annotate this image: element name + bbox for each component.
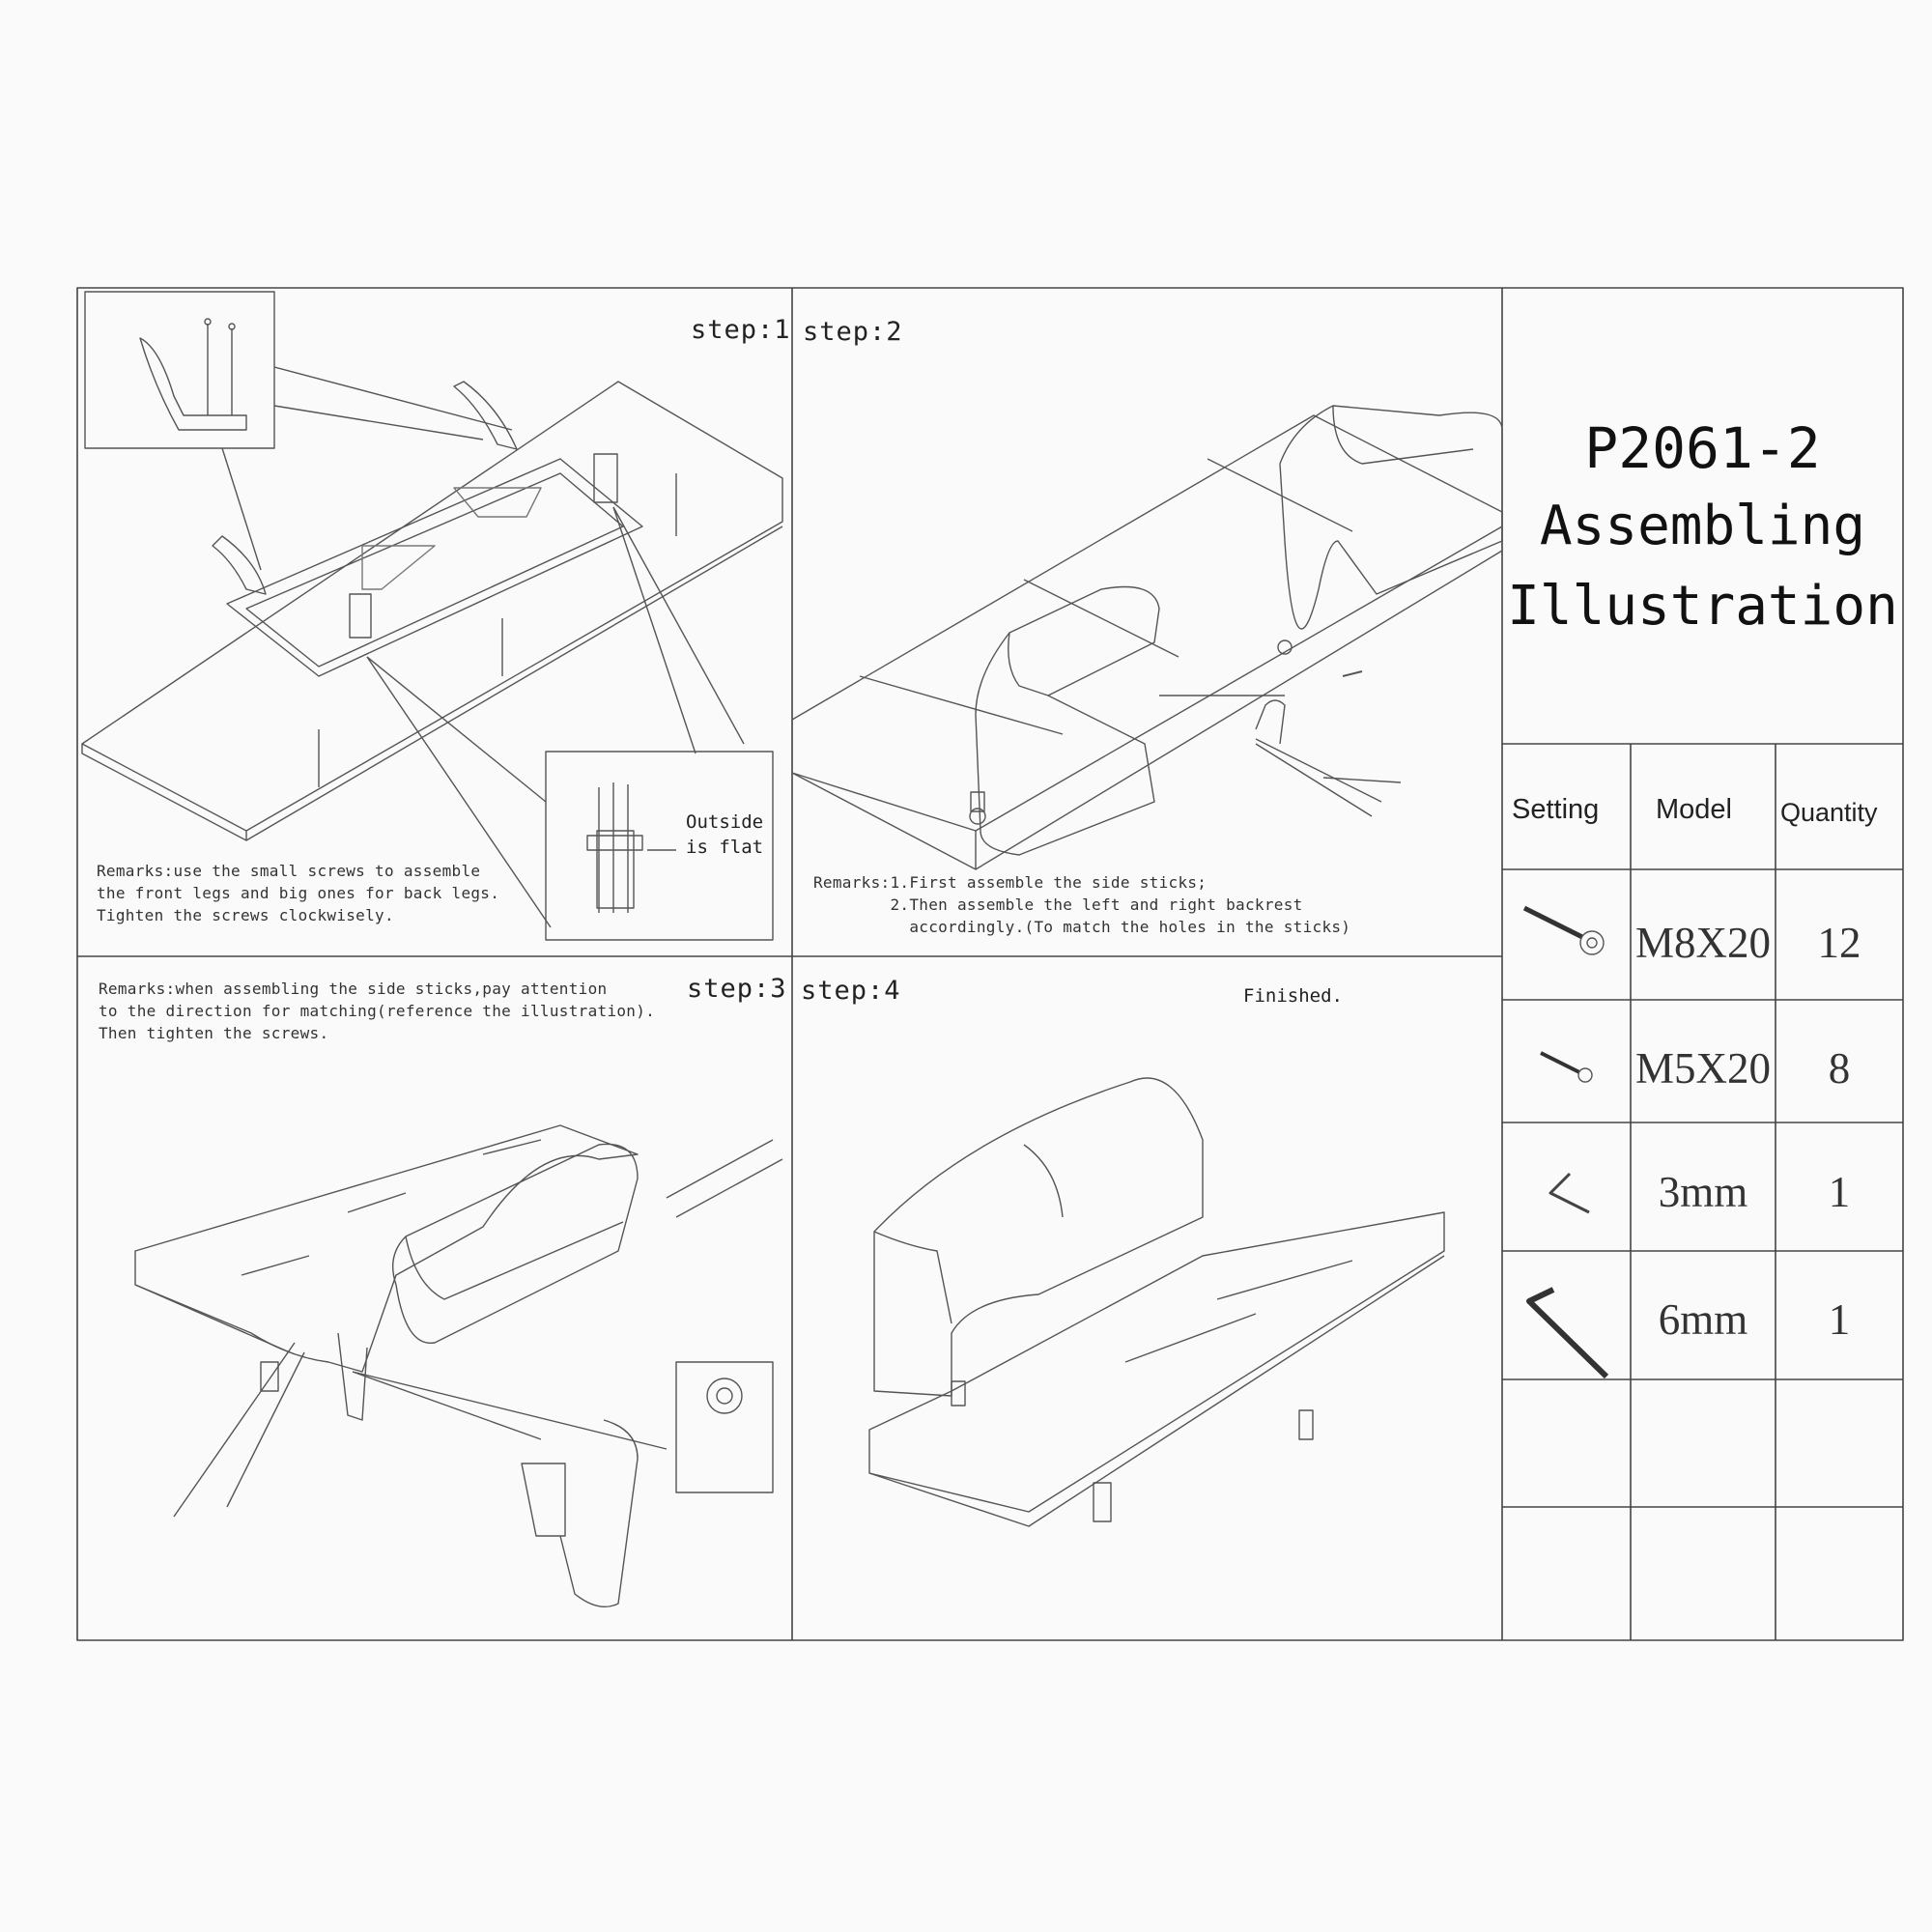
large-allen-key-icon xyxy=(1529,1290,1606,1377)
step1-detail-note: Outside is flat xyxy=(686,811,764,858)
step3-remarks: Remarks:when assembling the side sticks,pay attention to the direction for matching(reference the illustration). Then tighten the screws. xyxy=(99,980,656,1042)
step2-illustration xyxy=(792,406,1502,869)
step3-label: step:3 xyxy=(687,974,787,1004)
step2-label: step:2 xyxy=(803,317,903,347)
header-model: Model xyxy=(1656,794,1732,825)
step1-remarks: Remarks:use the small screws to assemble the front legs and big ones for back legs. Tighten the screws clockwisely. xyxy=(97,862,500,924)
part-quantity: 8 xyxy=(1828,1044,1851,1093)
part-model: M5X20 xyxy=(1634,1044,1771,1093)
title-line-2: Illustration xyxy=(1507,575,1898,638)
part-quantity: 12 xyxy=(1817,919,1861,967)
step4-note: Finished. xyxy=(1243,985,1343,1007)
large-screw-icon xyxy=(1524,908,1604,954)
step4-illustration xyxy=(869,1078,1444,1526)
step1-label: step:1 xyxy=(691,315,791,345)
header-setting: Setting xyxy=(1512,794,1600,825)
step1-illustration xyxy=(82,292,782,940)
step3-illustration xyxy=(135,1125,782,1606)
header-quantity: Quantity xyxy=(1780,798,1878,827)
part-model: 3mm xyxy=(1658,1168,1748,1216)
part-model: 6mm xyxy=(1658,1295,1748,1344)
small-allen-key-icon xyxy=(1550,1174,1589,1212)
model-code: P2061-2 xyxy=(1584,415,1821,481)
title-line-1: Assembling xyxy=(1539,495,1866,557)
sheet-grid xyxy=(77,288,1903,1640)
step4-label: step:4 xyxy=(801,976,901,1006)
part-model: M8X20 xyxy=(1634,919,1771,967)
part-quantity: 1 xyxy=(1828,1168,1851,1216)
small-screw-icon xyxy=(1541,1053,1592,1082)
part-quantity: 1 xyxy=(1828,1295,1851,1344)
step2-remarks: Remarks:1.First assemble the side sticks; 2.Then assemble the left and right backrest accordingly.(To match the holes in the sticks) xyxy=(813,873,1351,936)
